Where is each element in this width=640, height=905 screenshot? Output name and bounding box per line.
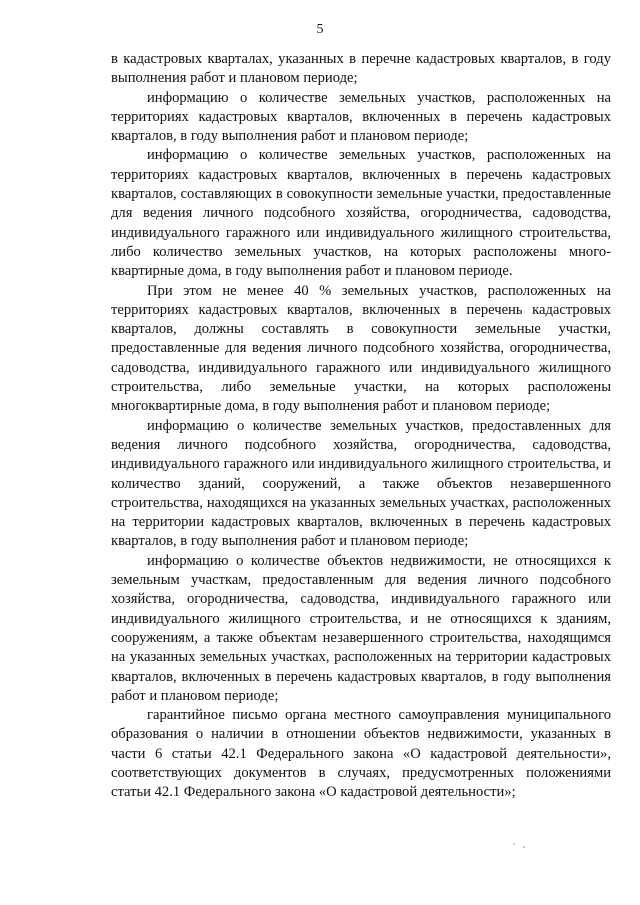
paragraph-land-plots-count: информацию о количестве земельных участков, расположенных на территориях кадастровых кварталов, включенных в перечень кадастровых кварталов, в году выполнения работ и плановом периоде; xyxy=(111,89,611,145)
scan-artifact xyxy=(523,846,525,848)
paragraph-land-plots-aggregate: информацию о количестве земельных участков, расположенных на территориях кадастровых кварталов, включенных в перечень кадастровых кварталов, составляющих в совокупности земельные участки, предоставленные для ведения личного подсобного хозяйства, огородничества, садоводства, индивидуального гаражного или индивидуального жилищного строительства, либо количество земельных участков, на которых расположены много-квартирные дома, в году выполнения работ и плановом периоде. xyxy=(111,147,611,280)
paragraph-continuation: в кадастровых кварталах, указанных в перечне кадастровых кварталов, в году выполнения работ и плановом периоде; xyxy=(111,51,611,87)
paragraph-forty-percent-condition: При этом не менее 40 % земельных участков, расположенных на территориях кадастровых кварталов, включенных в перечень кадастровых кварталов, должны составлять в совокупности земельные участки, предоставленные для ведения личного подсобного хозяйства, огородничества, садоводства, индивидуального гаражного или индивидуального жилищного строительства, либо земельные участки, на которых расположены многоквартирные дома, в году выполнения работ и плановом периоде; xyxy=(111,282,611,415)
page-number: 5 xyxy=(316,22,324,37)
document-body xyxy=(111,50,611,803)
scan-artifact xyxy=(513,843,515,845)
paragraph-buildings-on-plots: информацию о количестве земельных участков, предоставленных для ведения личного подсобного хозяйства, огородничества, садоводства, индивидуального гаражного или индивидуального жилищного строительства, и количество зданий, сооружений, а также объектов незавершенного строительства, находящихся на указанных земельных участках, расположенных на территории кадастровых кварталов, включенных в перечень кадастровых кварталов, в году выполнения работ и плановом периоде; xyxy=(111,417,611,550)
paragraph-other-real-estate: информацию о количестве объектов недвижимости, не относящихся к земельным участкам, предоставленным для ведения личного подсобного хозяйства, огородничества, садоводства, индивидуального гаражного или индивидуального жилищного строительства, и не относящихся к зданиям, сооружениям, а также объектам незавершенного строительства, находящимся на указанных земельных участках, расположенных на территории кадастровых кварталов, включенных в перечень кадастровых кварталов, в году выполнения работ и плановом периоде; xyxy=(111,552,611,704)
paragraph-guarantee-letter: гарантийное письмо органа местного самоуправления муниципального образования о наличии в отношении объектов недвижимости, указанных в части 6 статьи 42.1 Федерального закона «О кадастровой деятельности», соответствующих документов в случаях, предусмотренных положениями статьи 42.1 Федерального закона «О кадастровой деятельности»; xyxy=(111,707,611,801)
